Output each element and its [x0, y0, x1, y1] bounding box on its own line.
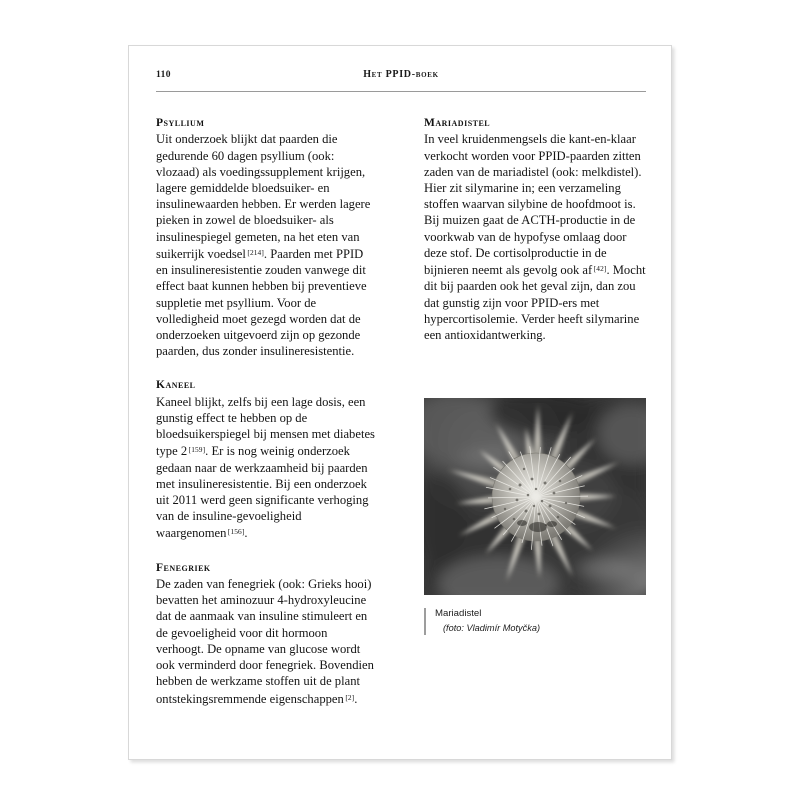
- figure-caption: [424, 607, 646, 635]
- section-heading-fenegriek: Fenegriek: [156, 561, 211, 574]
- section-fenegriek: [156, 561, 378, 707]
- section-heading-mariadistel: Mariadistel: [424, 117, 491, 129]
- running-header: [156, 66, 646, 94]
- citation-marker: [214]: [247, 247, 264, 257]
- section-heading-kaneel: Kaneel: [156, 379, 196, 392]
- section-body-mariadistel: In veel kruidenmengsels die kant-en-klaar verkocht worden voor PPID-paarden zitten zaden van de mariadistel (ook: melkdistel). Hier zit silymarine in; een verzameling stoffen waarvan silybine de hoofdmoot is. Bij muizen gaat de ACTH-productie in de voorkwab van de hypofyse omlaag door deze stof. De cortisolproductie in de bijnieren neemt als gevolg ook af [42]. Mocht dit bij paarden ook het geval zijn, dan zou dat gunstig zijn voor PPID-ers met hypercortisolemie. Verder heeft silymarine een antioxidantwerking.: [424, 132, 646, 342]
- running-head-title: Het PPID-boek: [363, 69, 439, 80]
- page-content-area: [156, 66, 646, 742]
- section-heading-psyllium: Psyllium: [156, 117, 205, 129]
- caption-title: Mariadistel: [435, 608, 482, 619]
- section-body-kaneel: Kaneel blijkt, zelfs bij een lage dosis, een gunstig effect te hebben op de bloedsuikerspiegel bij mensen met diabetes type 2 [159]. Er is nog weinig onderzoek gedaan naar de werkzaamheid bij paarden met insulineresistentie. Bij een onderzoek uit 2011 werd geen significante verhoging van de insuline-gevoeligheid waargenomen [156].: [156, 394, 375, 541]
- section-body-psyllium: Uit onderzoek blijkt dat paarden die gedurende 60 dagen psyllium (ook: vlozaad) als voedingssupplement krijgen, lagere gemiddelde bloedsuiker- en insulinewaarden hebben. Er werden lagere pieken in zowel de bloedsuiker- als insulinespiegel gemeten, na het eten van suikerrijk voedsel [214]. Paarden met PPID en insulineresistentie zouden vanwege dit effect baat kunnen hebben bij preventieve suppletie met psyllium. Voor de volledigheid moet gezegd worden dat de onderzoeken uitgevoerd zijn op gezonde paarden, dus zonder insulineresistentie.: [156, 132, 371, 359]
- two-column-body: [156, 116, 646, 742]
- page-number: 110: [156, 70, 171, 80]
- mariadistel-photo: [424, 398, 646, 595]
- section-mariadistel: [424, 116, 646, 343]
- section-psyllium: [156, 116, 378, 359]
- citation-marker: [159]: [188, 445, 206, 455]
- header-divider-rule: [156, 91, 646, 92]
- section-kaneel: [156, 378, 378, 541]
- left-text-column: [156, 116, 378, 707]
- caption-photo-credit: (foto: Vladimír Motyčka): [443, 623, 541, 633]
- section-body-fenegriek: De zaden van fenegriek (ook: Grieks hooi) bevatten het aminozuur 4-hydroxyleucine dat de aanmaak van insuline stimuleert en de gevoeligheid voor dit hormoon verhoogt. De opname van glucose wordt ook verminderd door fenegriek. Bovendien hebben de werkzame stoffen uit de plant ontstekingsremmende eigenschappen [2].: [156, 577, 374, 706]
- citation-marker: [42]: [593, 264, 607, 273]
- caption-accent-rule: [424, 608, 426, 635]
- citation-marker: [156]: [227, 527, 245, 537]
- figure-mariadistel: [424, 398, 646, 635]
- right-text-column: [424, 116, 646, 343]
- citation-marker: [2]: [345, 692, 355, 702]
- book-page-sheet: [128, 45, 672, 760]
